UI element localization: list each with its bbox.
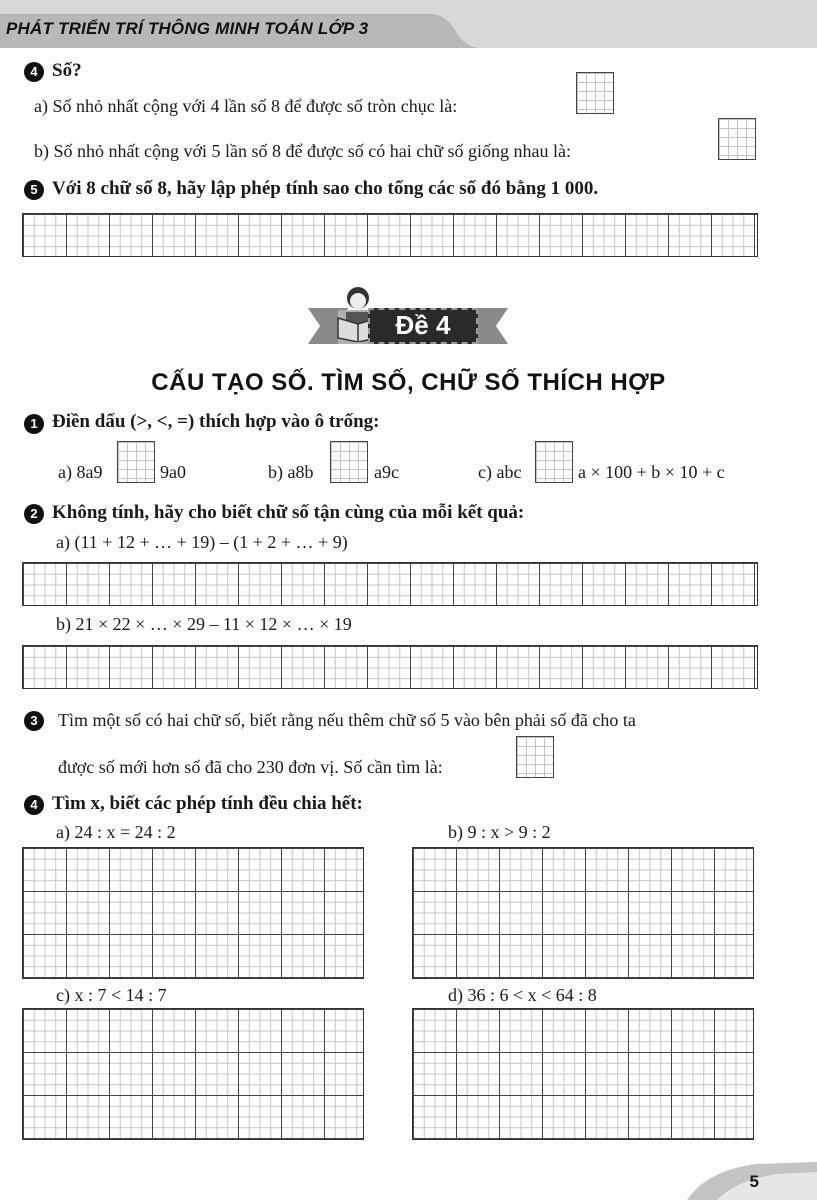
- answer-grid[interactable]: [22, 645, 758, 689]
- compare-c-right: a × 100 + b × 10 + c: [578, 462, 725, 482]
- question-number-badge: 1: [24, 414, 44, 434]
- question-title: Với 8 chữ số 8, hãy lập phép tính sao cho tổng các số đó bằng 1 000.: [52, 178, 599, 199]
- answer-grid[interactable]: [22, 562, 758, 606]
- answer-box[interactable]: [718, 118, 756, 160]
- answer-grid[interactable]: [412, 1008, 754, 1140]
- page-corner-decoration: [667, 1160, 817, 1200]
- question-line-b: b) Số nhỏ nhất cộng với 5 lần số 8 để được số có hai chữ số giống nhau là:: [34, 141, 571, 161]
- header-title: PHÁT TRIỂN TRÍ THÔNG MINH TOÁN LỚP 3: [6, 19, 369, 38]
- question-line-2: được số mới hơn số đã cho 230 đơn vị. Số cần tìm là:: [58, 757, 443, 777]
- compare-c-left: c) abc: [478, 462, 522, 482]
- exam-badge: [308, 282, 508, 356]
- answer-box[interactable]: [516, 736, 554, 778]
- compare-b-left: b) a8b: [268, 462, 314, 482]
- compare-a-right: 9a0: [160, 462, 186, 482]
- question-number-badge: 5: [24, 180, 44, 200]
- compare-b-right: a9c: [374, 462, 399, 482]
- sub-question-c: c) x : 7 < 14 : 7: [56, 985, 167, 1005]
- question-line-1: Tìm một số có hai chữ số, biết rằng nếu thêm chữ số 5 vào bên phải số đã cho ta: [58, 710, 636, 730]
- question-number-badge: 3: [24, 711, 44, 731]
- answer-box[interactable]: [576, 72, 614, 114]
- answer-box[interactable]: [117, 441, 155, 483]
- question-title: Số?: [52, 60, 82, 81]
- question-title: Tìm x, biết các phép tính đều chia hết:: [52, 793, 363, 814]
- answer-grid[interactable]: [22, 847, 364, 979]
- exam-label: Đề 4: [368, 308, 478, 344]
- question-title: Điền dấu (>, <, =) thích hợp vào ô trống:: [52, 411, 380, 432]
- answer-grid[interactable]: [22, 213, 758, 257]
- answer-box[interactable]: [535, 441, 573, 483]
- answer-grid[interactable]: [412, 847, 754, 979]
- sub-question-b: b) 9 : x > 9 : 2: [448, 822, 551, 842]
- section-heading: CẤU TẠO SỐ. TÌM SỐ, CHỮ SỐ THÍCH HỢP: [151, 369, 666, 396]
- answer-grid[interactable]: [22, 1008, 364, 1140]
- page-number: 5: [749, 1172, 759, 1191]
- question-number-badge: 4: [24, 62, 44, 82]
- answer-box[interactable]: [330, 441, 368, 483]
- question-line-a: a) Số nhỏ nhất cộng với 4 lần số 8 để được số tròn chục là:: [34, 96, 458, 116]
- question-title: Không tính, hãy cho biết chữ số tận cùng của mỗi kết quả:: [52, 502, 525, 523]
- question-number-badge: 2: [24, 504, 44, 524]
- compare-a-left: a) 8a9: [58, 462, 103, 482]
- question-number-badge: 4: [24, 795, 44, 815]
- question-line-a: a) (11 + 12 + … + 19) – (1 + 2 + … + 9): [56, 532, 348, 552]
- question-line-b: b) 21 × 22 × … × 29 – 11 × 12 × … × 19: [56, 614, 352, 634]
- sub-question-d: d) 36 : 6 < x < 64 : 8: [448, 985, 597, 1005]
- sub-question-a: a) 24 : x = 24 : 2: [56, 822, 176, 842]
